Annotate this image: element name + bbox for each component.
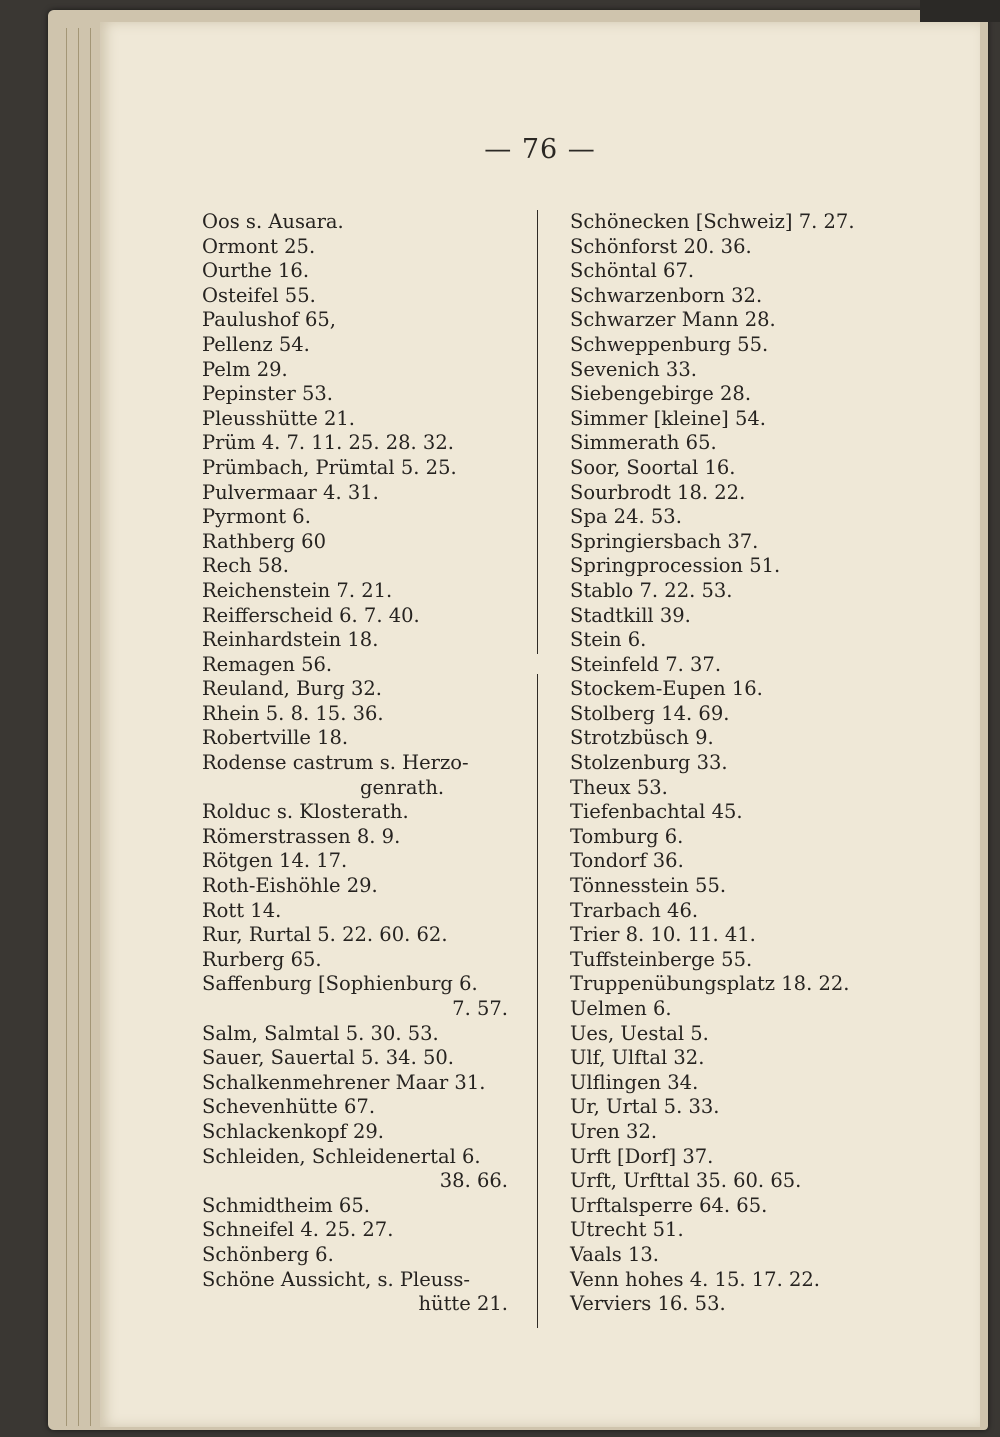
index-entry: Rurberg 65. [202,947,322,971]
index-entry: Springprocession 51. [570,554,781,578]
index-entry: Schalkenmehrener Maar 31. [202,1070,486,1094]
index-entry: Schmidtheim 65. [202,1193,370,1217]
book-cover-corner [920,0,1000,22]
index-entry: Uren 32. [570,1119,658,1143]
index-entry: Rech 58. [202,554,289,578]
column-divider [537,210,538,1328]
index-entry: Truppenübungsplatz 18. 22. [570,972,850,996]
index-entry: Reuland, Burg 32. [202,677,382,701]
index-entry: Stein 6. [570,628,647,652]
index-entry: Osteifel 55. [202,283,316,307]
index-entry: Schöntal 67. [570,259,695,283]
index-entry: Oos s. Ausara. [202,210,344,233]
index-entry: Soor, Soortal 16. [570,455,736,479]
index-entry: Tomburg 6. [570,824,684,848]
index-entry: Vaals 13. [570,1242,659,1266]
index-entry: Steinfeld 7. 37. [570,652,722,676]
index-entry: Theux 53. [570,775,668,799]
index-entry: Roth-Eishöhle 29. [202,874,378,898]
index-entry: Pellenz 54. [202,332,310,356]
index-entry: Rötgen 14. 17. [202,849,348,873]
index-entry: Rur, Rurtal 5. 22. 60. 62. [202,923,448,947]
index-entry: Sourbrodt 18. 22. [570,480,746,504]
index-entry: Urft [Dorf] 37. [570,1144,714,1168]
index-entry: Stolzenburg 33. [570,751,728,775]
index-entry: Sevenich 33. [570,357,697,381]
index-entry-continuation: 38. 66. [439,1169,508,1193]
index-entry: Pleusshütte 21. [202,406,356,430]
index-entry: Pepinster 53. [202,382,333,406]
index-entry: Paulushof 65, [202,308,336,332]
index-entry: Urftalsperre 64. 65. [570,1193,768,1217]
index-entry: Simmer [kleine] 54. [570,406,766,430]
index-entry: Uelmen 6. [570,997,672,1020]
page-edge [90,28,91,1426]
index-entry: Tiefenbachtal 45. [570,800,743,824]
index-entry: Stadtkill 39. [570,603,691,627]
index-entry: Rathberg 60 [202,529,326,553]
index-entry: Pelm 29. [202,357,288,381]
index-entry: Rott 14. [202,898,282,922]
page-edge [78,28,79,1426]
index-entry: Utrecht 51. [570,1218,684,1242]
index-entry: Ur, Urtal 5. 33. [570,1095,720,1119]
index-entry: Schlackenkopf 29. [202,1119,385,1143]
index-entry: Sauer, Sauertal 5. 34. 50. [202,1046,454,1070]
index-entry: Springiersbach 37. [570,529,759,553]
index-entry: Stockem-Eupen 16. [570,677,763,701]
index-column-right [570,210,910,1317]
index-entry: Schönecken [Schweiz] 7. 27. [570,210,855,233]
index-entry: Tönnesstein 55. [570,874,727,898]
index-entry: Schleiden, Schleidenertal 6. [202,1144,481,1168]
index-entry: Schönforst 20. 36. [570,234,752,258]
index-entry: Tondorf 36. [570,849,684,873]
page-number: — 76 — [484,134,596,165]
index-entry: Schevenhütte 67. [202,1095,376,1119]
index-entry: Prümbach, Prümtal 5. 25. [202,455,457,479]
index-entry: Verviers 16. 53. [570,1292,726,1316]
index-entry: Reichenstein 7. 21. [202,578,393,602]
index-entry: Schönberg 6. [202,1242,334,1266]
page-edge [66,28,67,1426]
index-entry: Saffenburg [Sophienburg 6. [202,972,478,996]
index-entry-continuation: hütte 21. [418,1292,508,1316]
index-entry: Stablo 7. 22. 53. [570,578,733,602]
index-entry-continuation: 7. 57. [452,997,508,1020]
index-entry: Ulflingen 34. [570,1070,699,1094]
index-entry: Siebengebirge 28. [570,382,752,406]
index-entry: Rodense castrum s. Herzo- [202,751,469,775]
index-entry: Prüm 4. 7. 11. 25. 28. 32. [202,431,454,455]
index-entry: Ormont 25. [202,234,316,258]
index-entry: Trier 8. 10. 11. 41. [570,923,756,947]
index-entry: Pyrmont 6. [202,505,311,529]
index-entry: Ues, Uestal 5. [570,1021,709,1045]
column-divider-gap [534,654,540,674]
index-column-left [202,210,522,1317]
index-entry: Urft, Urfttal 35. 60. 65. [570,1169,802,1193]
index-entry: Robertville 18. [202,726,349,750]
index-entry: Stolberg 14. 69. [570,701,730,725]
index-entry: Pulvermaar 4. 31. [202,480,379,504]
index-entry: Venn hohes 4. 15. 17. 22. [570,1267,820,1291]
index-entry: Rhein 5. 8. 15. 36. [202,701,384,725]
index-entry: Römerstrassen 8. 9. [202,824,401,848]
index-entry: Salm, Salmtal 5. 30. 53. [202,1021,439,1045]
index-entry: Tuffsteinberge 55. [570,947,753,971]
index-entry: Simmerath 65. [570,431,717,455]
index-entry: Schwarzenborn 32. [570,283,763,307]
index-page [100,22,980,1427]
index-entry: Schöne Aussicht, s. Pleuss- [202,1267,470,1291]
index-entry: Trarbach 46. [570,898,699,922]
index-entry: Schneifel 4. 25. 27. [202,1218,394,1242]
index-entry: Schwarzer Mann 28. [570,308,776,332]
index-entry: Rolduc s. Klosterath. [202,800,409,824]
index-entry: Ourthe 16. [202,259,310,283]
index-entry: Ulf, Ulftal 32. [570,1046,705,1070]
index-entry: Strotzbüsch 9. [570,726,714,750]
index-entry: Reifferscheid 6. 7. 40. [202,603,420,627]
index-entry: Schweppenburg 55. [570,332,769,356]
index-entry: Reinhardstein 18. [202,628,379,652]
index-entry: Remagen 56. [202,652,333,676]
index-entry: Spa 24. 53. [570,505,682,529]
index-entry-continuation: genrath. [360,775,445,799]
